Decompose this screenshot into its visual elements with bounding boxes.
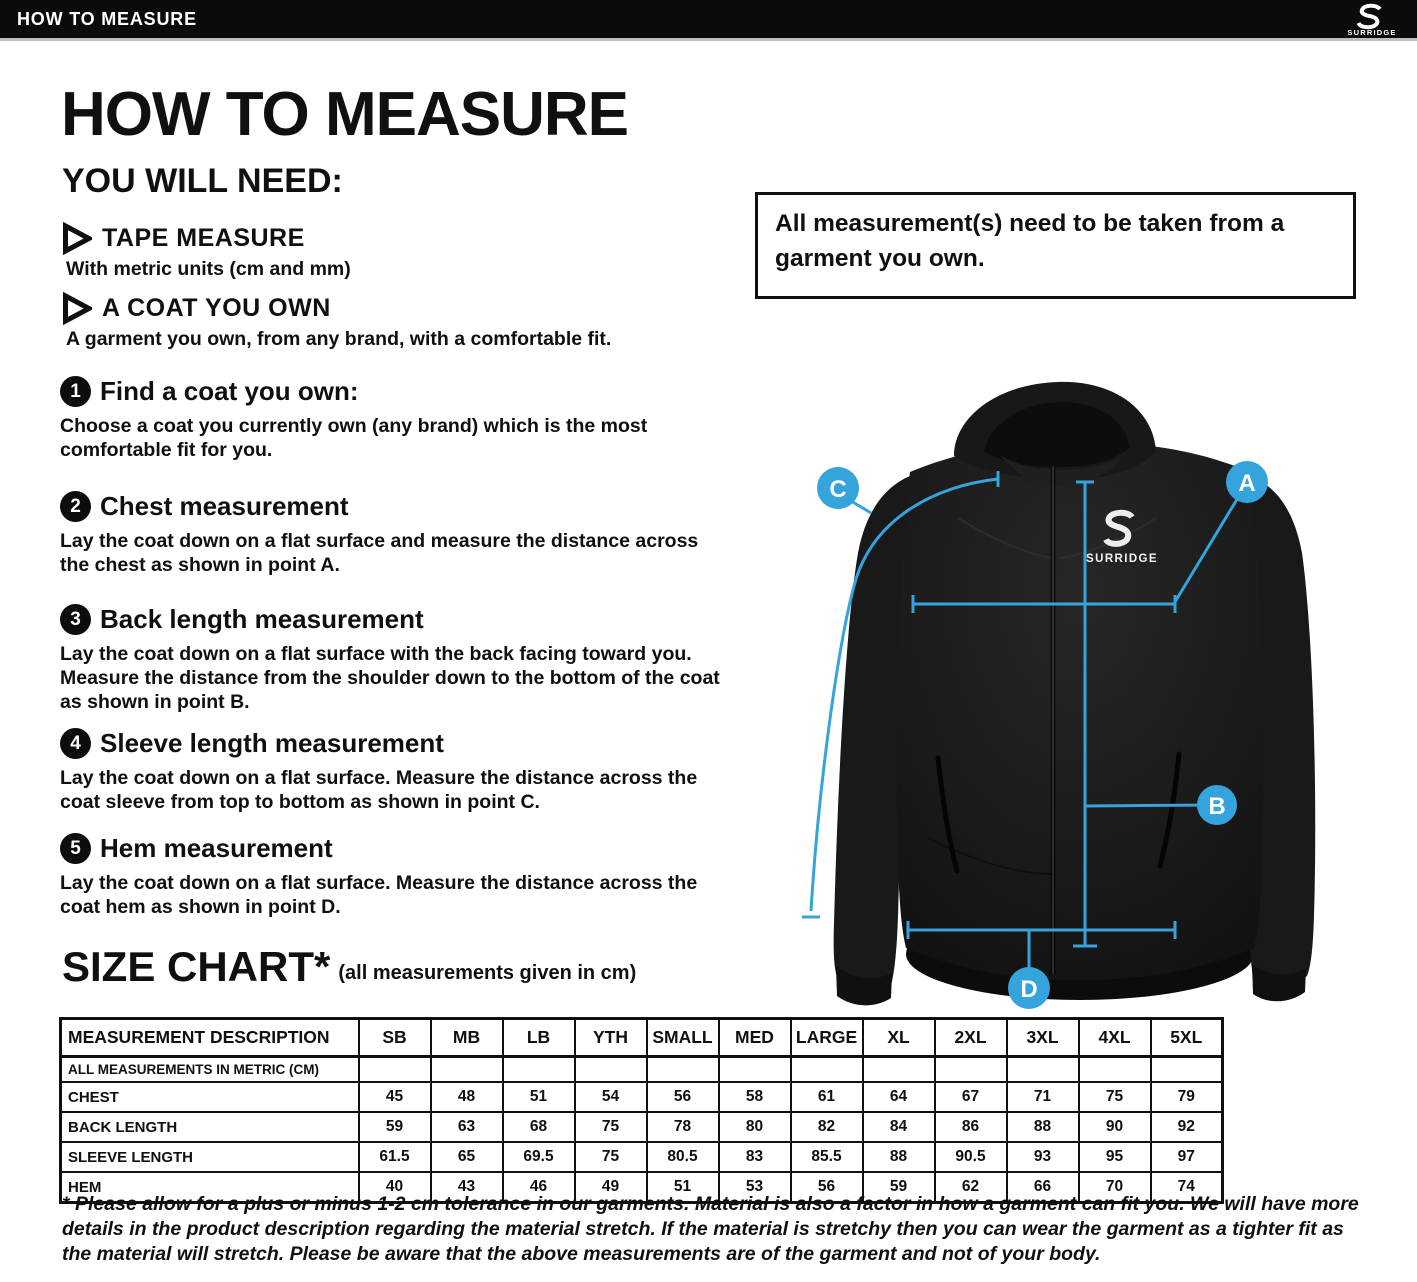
- step-description: Lay the coat down on a flat surface. Measure the distance across the coat sleeve from top to bottom as shown in point C.: [60, 767, 698, 814]
- empty-cell: [1079, 1057, 1151, 1083]
- column-header: 4XL: [1079, 1019, 1151, 1057]
- empty-cell: [431, 1057, 503, 1083]
- column-header: MED: [719, 1019, 791, 1057]
- measurement-value-cell: 68: [503, 1112, 575, 1142]
- requirement-item-2: [62, 292, 752, 351]
- measurement-value-cell: 62: [935, 1172, 1007, 1203]
- jacket-measurement-diagram: [758, 368, 1318, 1028]
- empty-cell: [575, 1057, 647, 1083]
- measurement-value-cell: 75: [1079, 1082, 1151, 1112]
- measurement-value-cell: 43: [431, 1172, 503, 1203]
- step-title: Find a coat you own:: [100, 376, 359, 406]
- measurement-value-cell: 93: [1007, 1142, 1079, 1172]
- row-label: SLEEVE LENGTH: [61, 1142, 359, 1172]
- measurement-value-cell: 70: [1079, 1172, 1151, 1203]
- step-1: [60, 376, 752, 462]
- requirement-label: TAPE MEASURE: [102, 224, 305, 252]
- measurement-value-cell: 53: [719, 1172, 791, 1203]
- empty-cell: [503, 1057, 575, 1083]
- step-description: Lay the coat down on a flat surface and measure the distance across the chest as shown in point A.: [60, 530, 699, 577]
- table-row: [61, 1082, 1223, 1112]
- step-4: [60, 728, 752, 814]
- measurement-value-cell: 95: [1079, 1142, 1151, 1172]
- size-chart-title: SIZE CHART*: [62, 943, 331, 990]
- you-will-need-heading: YOU WILL NEED:: [62, 162, 343, 200]
- measurement-value-cell: 59: [359, 1112, 431, 1142]
- measurement-value-cell: 69.5: [503, 1142, 575, 1172]
- surridge-logo-text: SURRIDGE: [1347, 28, 1397, 37]
- column-header: MB: [431, 1019, 503, 1057]
- marker-a-label: A: [1238, 470, 1256, 497]
- measurement-value-cell: 71: [1007, 1082, 1079, 1112]
- measurement-value-cell: 90.5: [935, 1142, 1007, 1172]
- step-description: Lay the coat down on a flat surface. Measure the distance across the coat hem as shown in point D.: [60, 872, 698, 919]
- measurement-value-cell: 49: [575, 1172, 647, 1203]
- step-number-badge: 2: [60, 491, 91, 522]
- measurement-value-cell: 85.5: [791, 1142, 863, 1172]
- requirement-description: With metric units (cm and mm): [66, 258, 351, 280]
- empty-cell: [935, 1057, 1007, 1083]
- measurement-value-cell: 59: [863, 1172, 935, 1203]
- measurement-value-cell: 79: [1151, 1082, 1223, 1112]
- step-2: [60, 491, 752, 577]
- step-title: Chest measurement: [100, 491, 349, 521]
- measurement-value-cell: 75: [575, 1112, 647, 1142]
- measurement-value-cell: 88: [1007, 1112, 1079, 1142]
- measurement-value-cell: 61.5: [359, 1142, 431, 1172]
- surridge-logo-icon: [1345, 2, 1401, 38]
- row-label: HEM: [61, 1172, 359, 1203]
- measurement-value-cell: 58: [719, 1082, 791, 1112]
- step-title: Back length measurement: [100, 604, 424, 634]
- column-header: SMALL: [647, 1019, 719, 1057]
- measurement-value-cell: 92: [1151, 1112, 1223, 1142]
- measurement-value-cell: 51: [647, 1172, 719, 1203]
- surridge-chest-logo-text: SURRIDGE: [1086, 553, 1158, 565]
- measurement-value-cell: 78: [647, 1112, 719, 1142]
- empty-cell: [863, 1057, 935, 1083]
- measurement-value-cell: 80: [719, 1112, 791, 1142]
- measurement-value-cell: 56: [647, 1082, 719, 1112]
- empty-cell: [719, 1057, 791, 1083]
- size-chart-subtitle: (all measurements given in cm): [338, 962, 637, 984]
- column-header: MEASUREMENT DESCRIPTION: [61, 1019, 359, 1057]
- measurement-value-cell: 82: [791, 1112, 863, 1142]
- measurement-value-cell: 40: [359, 1172, 431, 1203]
- measurement-value-cell: 67: [935, 1082, 1007, 1112]
- step-number-badge: 4: [60, 728, 91, 759]
- column-header: 5XL: [1151, 1019, 1223, 1057]
- step-number-badge: 3: [60, 604, 91, 635]
- step-title: Hem measurement: [100, 833, 333, 863]
- measurement-value-cell: 63: [431, 1112, 503, 1142]
- measurement-value-cell: 54: [575, 1082, 647, 1112]
- step-description: Lay the coat down on a flat surface with the back facing toward you. Measure the distance from the shoulder down to the bottom of the coat as shown in point B.: [60, 643, 720, 714]
- column-header: XL: [863, 1019, 935, 1057]
- row-label: CHEST: [61, 1082, 359, 1112]
- triangle-bullet-icon: [62, 222, 92, 255]
- jacket-body: [897, 442, 1263, 980]
- top-bar: [0, 0, 1417, 41]
- column-header: 2XL: [935, 1019, 1007, 1057]
- marker-d-label: D: [1020, 976, 1038, 1003]
- measurement-value-cell: 80.5: [647, 1142, 719, 1172]
- page-title: HOW TO MEASURE: [61, 80, 628, 149]
- measurement-value-cell: 75: [575, 1142, 647, 1172]
- measurement-value-cell: 56: [791, 1172, 863, 1203]
- measurement-value-cell: 48: [431, 1082, 503, 1112]
- column-header: LB: [503, 1019, 575, 1057]
- measurement-value-cell: 65: [431, 1142, 503, 1172]
- measurement-value-cell: 97: [1151, 1142, 1223, 1172]
- measurement-value-cell: 45: [359, 1082, 431, 1112]
- measurement-value-cell: 51: [503, 1082, 575, 1112]
- step-title: Sleeve length measurement: [100, 728, 444, 758]
- unit-row-label: ALL MEASUREMENTS IN METRIC (CM): [61, 1057, 359, 1083]
- measurement-value-cell: 66: [1007, 1172, 1079, 1203]
- table-row: [61, 1112, 1223, 1142]
- measurement-value-cell: 88: [863, 1142, 935, 1172]
- marker-b-connector: [1085, 805, 1213, 806]
- requirement-label: A COAT YOU OWN: [102, 294, 331, 322]
- column-header: SB: [359, 1019, 431, 1057]
- requirement-item-1: [62, 222, 752, 281]
- top-bar-title: HOW TO MEASURE: [17, 8, 197, 29]
- measurement-value-cell: 64: [863, 1082, 935, 1112]
- tolerance-footnote: * Please allow for a plus or minus 1-2 cm tolerance in our garments. Material is also a factor in how a garment can fit you. We will have more details in the product description regarding the material stretch. If the material is stretchy then you can wear the garment as a tighter fit as the material will stretch. Please be aware that the above measurements are of the garment and not of your body.: [62, 1193, 1359, 1265]
- measurement-value-cell: 86: [935, 1112, 1007, 1142]
- step-description: Choose a coat you currently own (any brand) which is the most comfortable fit for you.: [60, 415, 648, 462]
- measurement-value-cell: 84: [863, 1112, 935, 1142]
- measurement-value-cell: 83: [719, 1142, 791, 1172]
- empty-cell: [647, 1057, 719, 1083]
- empty-cell: [791, 1057, 863, 1083]
- empty-cell: [1151, 1057, 1223, 1083]
- column-header: 3XL: [1007, 1019, 1079, 1057]
- marker-c-connector: [851, 501, 871, 513]
- empty-cell: [1007, 1057, 1079, 1083]
- triangle-bullet-icon: [62, 292, 92, 325]
- empty-cell: [359, 1057, 431, 1083]
- requirement-description: A garment you own, from any brand, with a comfortable fit.: [66, 328, 612, 350]
- size-chart-heading: [62, 943, 637, 990]
- table-row: [61, 1142, 1223, 1172]
- step-5: [60, 833, 752, 919]
- column-header: LARGE: [791, 1019, 863, 1057]
- size-chart-table: [59, 1017, 1224, 1204]
- marker-b-label: B: [1208, 793, 1226, 820]
- measurement-value-cell: 46: [503, 1172, 575, 1203]
- marker-c-label: C: [829, 476, 847, 503]
- row-label: BACK LENGTH: [61, 1112, 359, 1142]
- measurement-value-cell: 61: [791, 1082, 863, 1112]
- step-3: [60, 604, 752, 715]
- step-number-badge: 1: [60, 376, 91, 407]
- step-number-badge: 5: [60, 833, 91, 864]
- column-header: YTH: [575, 1019, 647, 1057]
- measurement-callout: All measurement(s) need to be taken from a garment you own.: [755, 192, 1356, 299]
- measurement-value-cell: 74: [1151, 1172, 1223, 1203]
- measurement-value-cell: 90: [1079, 1112, 1151, 1142]
